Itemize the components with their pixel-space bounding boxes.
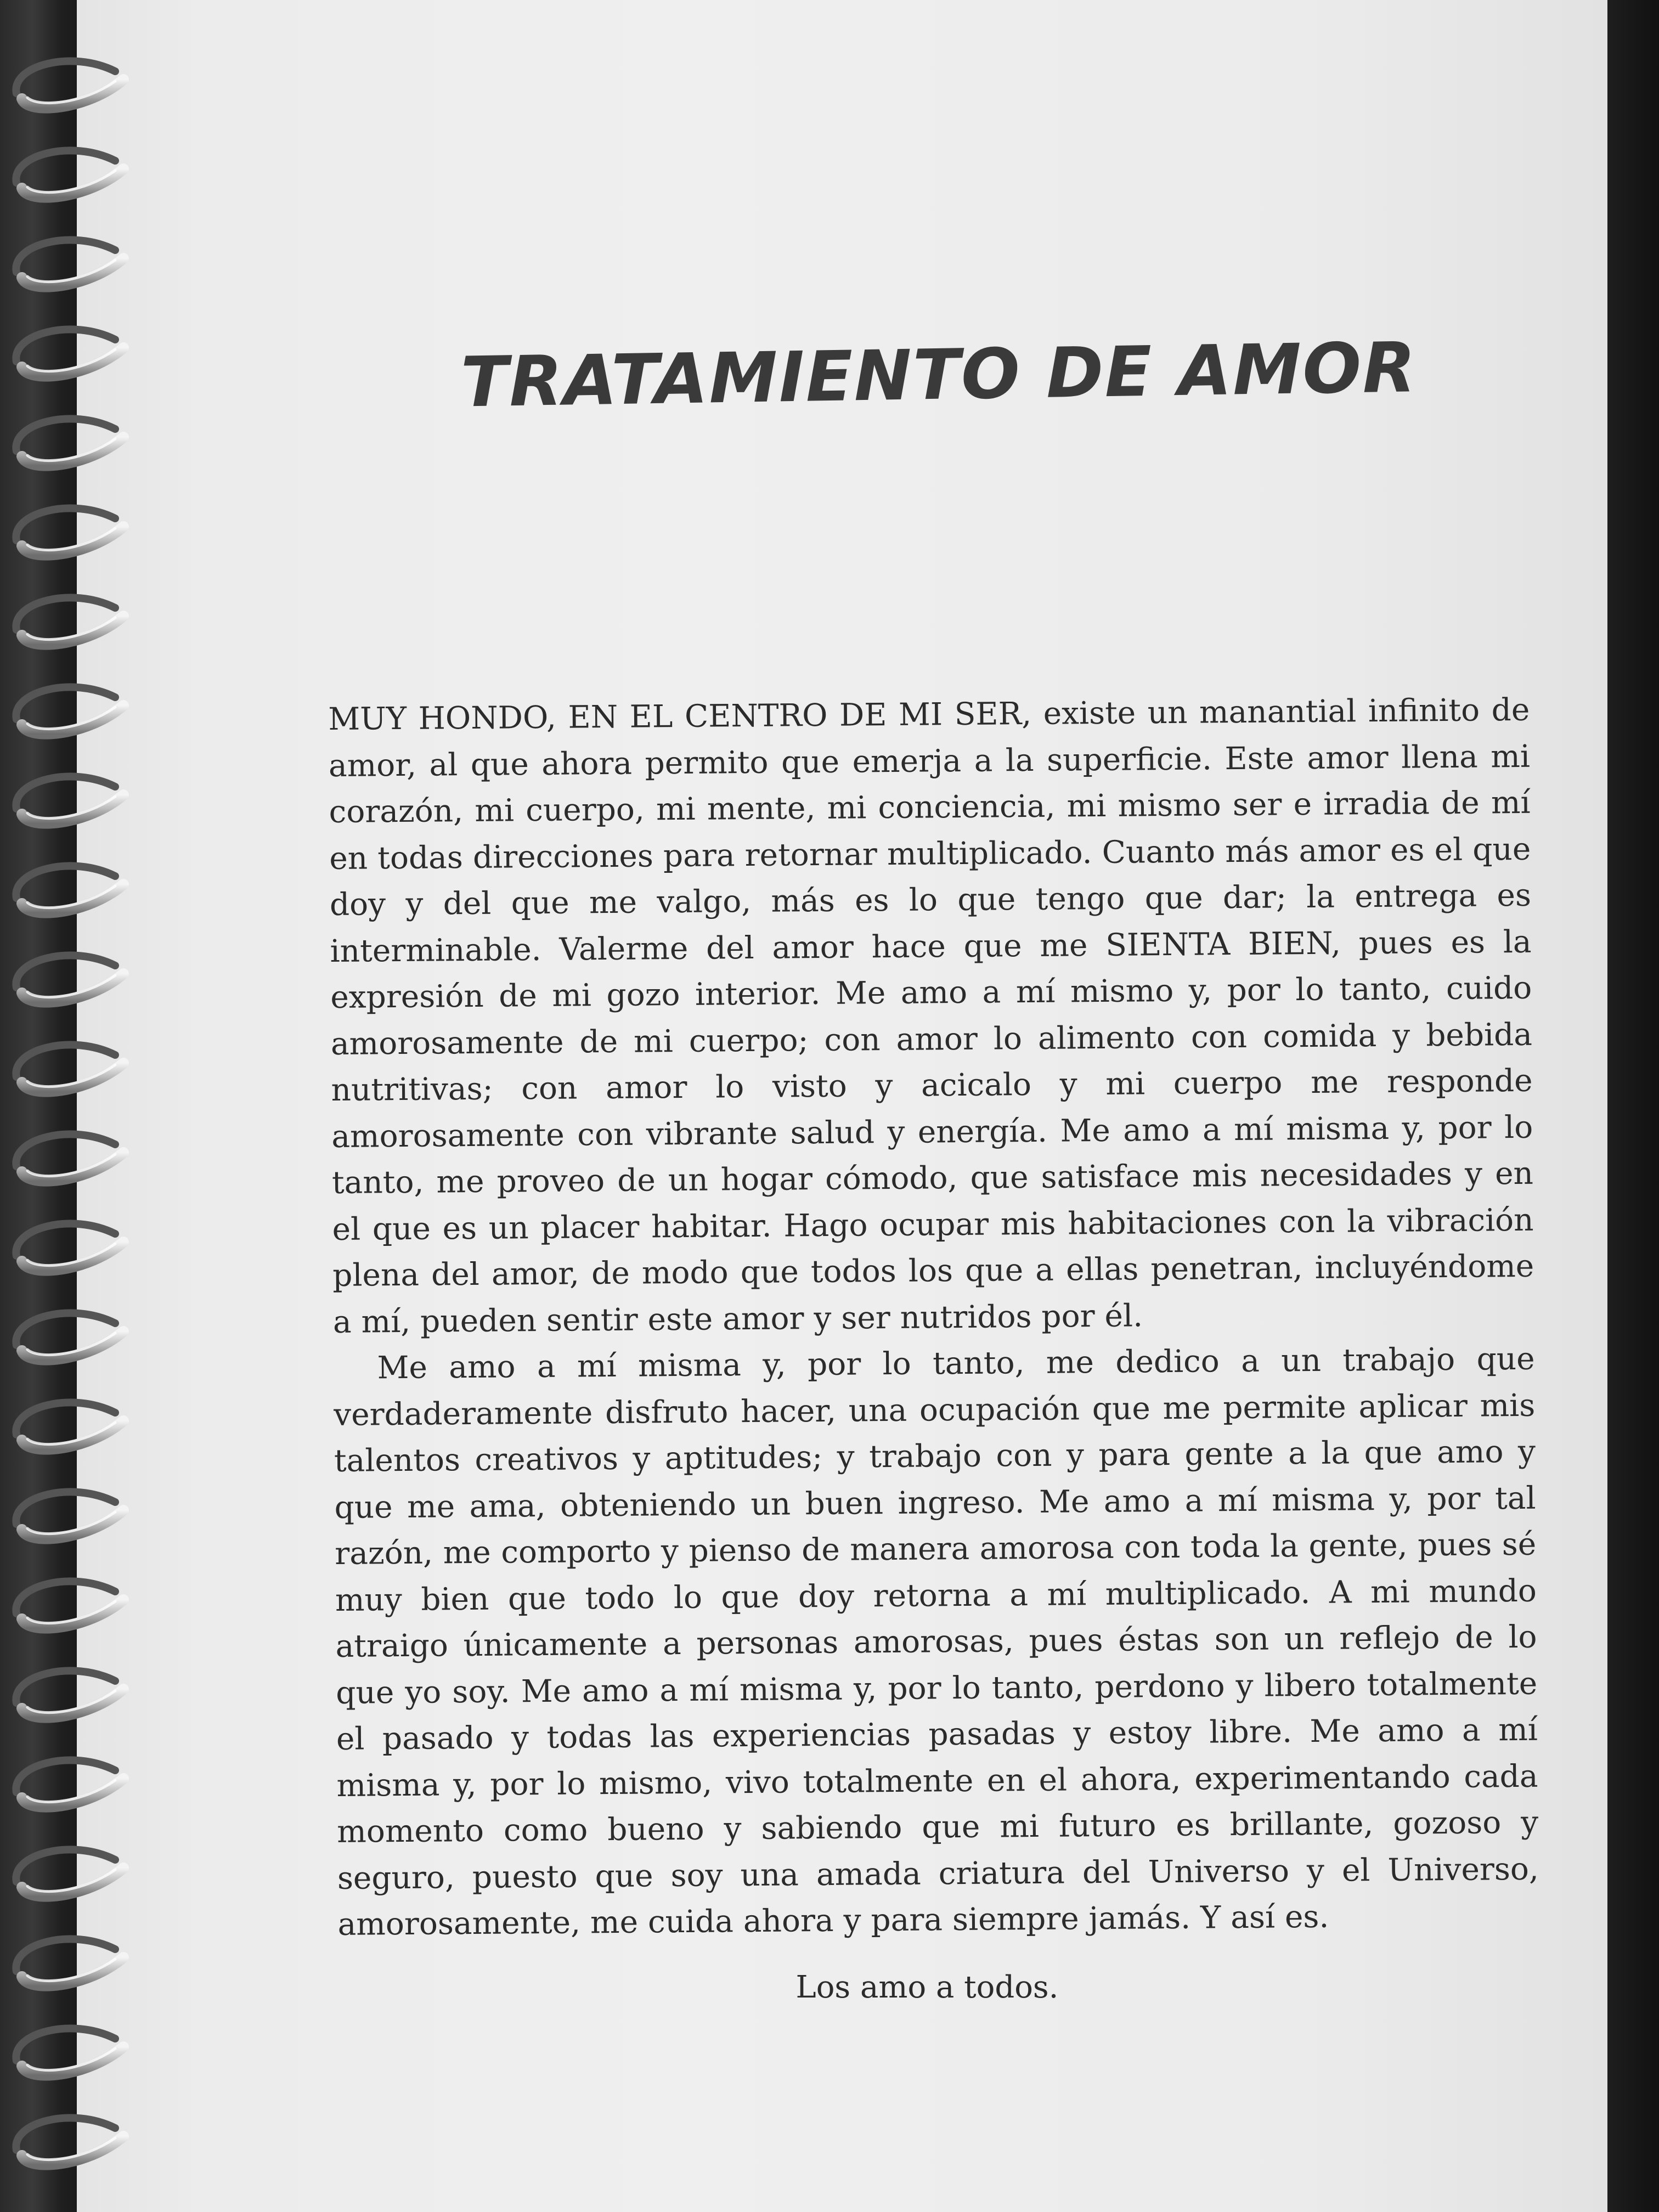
spiral-coil — [16, 1581, 123, 1628]
spiral-coil — [16, 1402, 123, 1449]
spiral-coils — [16, 61, 123, 2164]
spiral-coil — [16, 508, 123, 555]
spiral-coil — [16, 150, 123, 197]
book-page — [77, 0, 1613, 2212]
paragraph-2: Me amo a mí misma y, por lo tanto, me dedico a un trabajo que verdaderamente disfruto hacer, una ocupación que me permite aplicar mis talentos creativos y aptitudes; y trabajo con y para gente a la que amo y que me ama, obteniendo un buen ingreso. Me amo a mí misma y, por tal razón, me comporto y pienso de manera amorosa con toda la gente, pues sé muy bien que todo lo que doy retorna a mí multiplicado. A mi mundo atraigo únicamente a personas amorosas, pues éstas son un reflejo de lo que yo soy. Me amo a mí misma y, por lo tanto, perdono y libero totalmente el pasado y todas las experiencias pasadas y estoy libre. Me amo a mí misma y, por lo mismo, vivo totalmente en el ahora, experimentando cada momento como bueno y sabiendo que mi futuro es brillante, gozoso y seguro, puesto que soy una amada criatura del Universo y el Universo, amorosamente, me cuida ahora y para siempre jamás. Y así es. — [334, 1341, 1539, 1943]
paragraph-1 — [328, 687, 1534, 1346]
body-text — [328, 687, 1539, 1949]
spiral-coil — [16, 1134, 123, 1181]
spiral-coil — [16, 240, 123, 286]
paragraph-1-text: existe un manantial infinito de amor, al que ahora permito que emerja a la superficie. Este amor llena mi corazón, mi cuerpo, mi mente, mi conciencia, mi mismo ser e irradia de mí en todas direcciones para retornar multiplicado. Cuanto más amor es el que doy y del que me valgo, más es lo que tengo que dar; la entrega es interminable. Valerme del amor hace que me SIENTA BIEN, pues es la expresión de mi gozo interior. Me amo a mí mismo y, por lo tanto, cuido amorosamente de mi cuerpo; con amor lo alimento con comida y bebida nutritivas; con amor lo visto y acicalo y mi cuerpo me responde amorosamente con vibrante salud y energía. Me amo a mí misma y, por lo tanto, me proveo de un hogar cómodo, que satisface mis necesidades y en el que es un placer habitar. Hago ocupar mis habitaciones con la vibración plena del amor, de modo que todos los que a ellas penetran, incluyéndome a mí, pueden sentir este amor y ser nutridos por él. — [328, 692, 1534, 1340]
page-right-shadow — [1607, 0, 1659, 2212]
spiral-binding — [5, 44, 132, 2212]
spiral-coil — [16, 1760, 123, 1807]
spiral-coil — [16, 1849, 123, 1896]
spiral-coil — [16, 2118, 123, 2164]
paragraph-1-lead: MUY HONDO, EN EL CENTRO DE MI SER, — [328, 696, 1032, 737]
spiral-coil — [16, 955, 123, 1002]
spiral-coil — [16, 2028, 123, 2075]
page-title: TRATAMIENTO DE AMOR — [460, 327, 1418, 423]
spiral-coil — [16, 1939, 123, 1985]
spiral-coil — [16, 1045, 123, 1091]
closing-line: Los amo a todos. — [795, 1970, 1059, 2005]
spiral-coil — [16, 597, 123, 644]
spiral-coil — [16, 866, 123, 912]
spiral-coil — [16, 1492, 123, 1538]
spiral-coil — [16, 61, 123, 108]
spiral-coil — [16, 1223, 123, 1270]
spiral-coil — [16, 1313, 123, 1359]
spiral-coil — [16, 419, 123, 465]
spiral-coil — [16, 687, 123, 733]
spiral-coil — [16, 329, 123, 376]
spiral-coil — [16, 776, 123, 823]
spiral-coil — [16, 1671, 123, 1717]
